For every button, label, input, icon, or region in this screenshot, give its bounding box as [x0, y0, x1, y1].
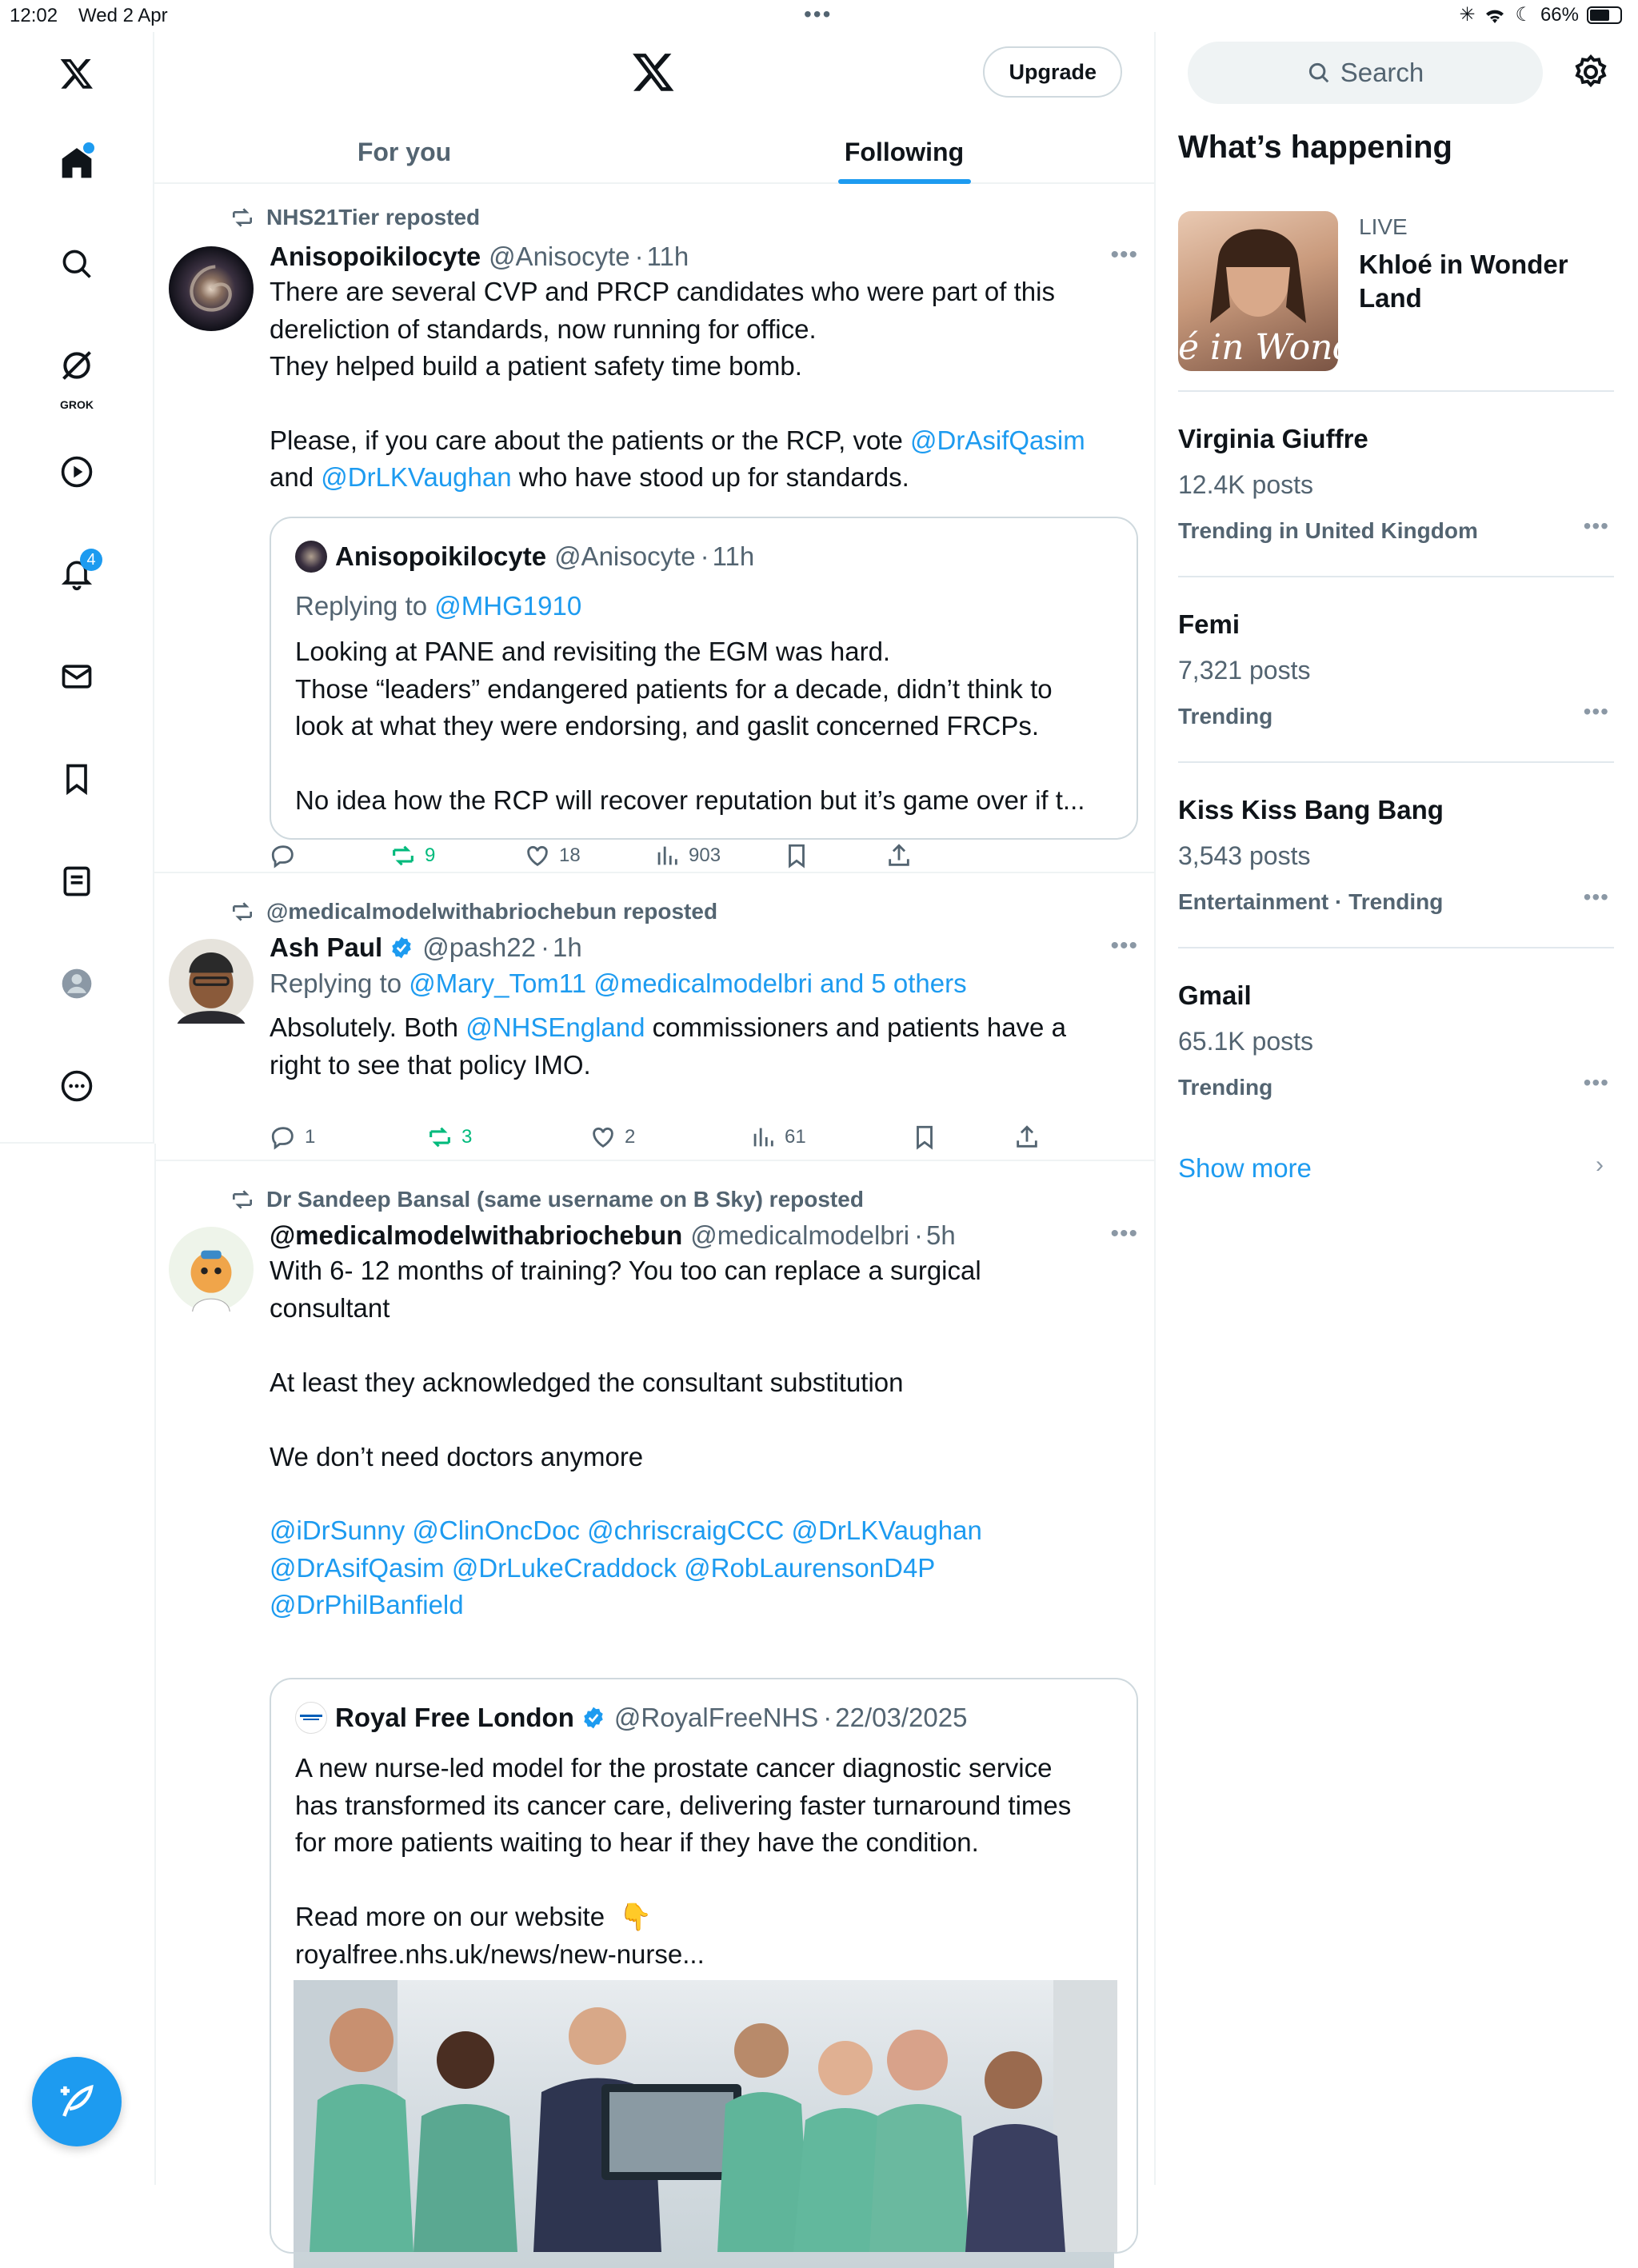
mail-icon	[59, 659, 94, 694]
repost-button[interactable]	[390, 842, 435, 869]
replying-label: Replying to	[270, 968, 410, 998]
view-count: 903	[689, 845, 721, 866]
reply-icon	[270, 1124, 297, 1151]
mention-list[interactable]: @iDrSunny @ClinOncDoc @chriscraigCCC @DrLKVaughan @DrAsifQasim @DrLukeCraddock @RobLaurensonD4P @DrPhilBanfield	[270, 1515, 982, 1619]
repost-context	[230, 205, 480, 230]
show-more-link[interactable]: Show more	[1178, 1153, 1312, 1183]
battery-icon	[1587, 6, 1622, 24]
text-span: Please, if you care about the patients or the RCP, vote	[270, 425, 911, 455]
tweet-body	[270, 242, 1138, 497]
tweet-header	[270, 1220, 1138, 1251]
nav-notifications[interactable]	[45, 542, 109, 606]
views-button[interactable]	[749, 1124, 806, 1151]
tweet-time[interactable]: 1h	[552, 932, 582, 962]
trend-item[interactable]	[1178, 424, 1614, 608]
repost-icon	[230, 1187, 255, 1212]
quote-time: 22/03/2025	[835, 1703, 968, 1732]
text-span: who have stood up for standards.	[511, 462, 909, 492]
quote-time: 11h	[712, 541, 755, 571]
status-time: 12:02	[10, 5, 58, 26]
tweet-text: There are several CVP and PRCP candidates who were part of this dereliction of standards, now running for office. They helped build a patient safety time bomb.	[270, 277, 1055, 381]
grok-icon	[59, 348, 94, 383]
nav-home[interactable]	[45, 131, 109, 195]
multitasking-dots-icon[interactable]: •••	[804, 2, 833, 26]
mention-link[interactable]: @MHG1910	[434, 591, 582, 621]
separator: ·	[634, 242, 644, 271]
mention-link[interactable]: @DrLKVaughan	[321, 462, 512, 492]
bookmark-button[interactable]	[783, 842, 810, 869]
repost-icon	[390, 842, 417, 869]
repost-label: @medicalmodelwithabriochebun reposted	[266, 899, 718, 924]
verified-badge-icon	[581, 1705, 606, 1731]
bookmark-button[interactable]	[911, 1124, 938, 1151]
trend-meta: Entertainment · Trending	[1178, 889, 1444, 914]
repost-context	[230, 1187, 864, 1212]
quote-author-handle: @Anisocyte	[554, 541, 696, 571]
mention-link[interactable]: @Mary_Tom11 @medicalmodelbri and 5 others	[409, 968, 967, 998]
search-input[interactable]	[1188, 42, 1543, 104]
nav-more[interactable]	[45, 1054, 109, 1118]
tab-following[interactable]	[654, 120, 1154, 184]
more-options-icon[interactable]: •••	[1583, 1070, 1609, 1095]
view-count: 61	[785, 1126, 806, 1148]
divider	[1178, 576, 1614, 577]
play-icon	[59, 454, 94, 489]
bookmark-icon	[59, 761, 94, 797]
live-event-title: Khloé in Wonder Land	[1359, 250, 1568, 313]
reply-button[interactable]	[270, 1124, 315, 1151]
avatar-icon	[59, 966, 94, 1001]
wifi-icon	[1483, 6, 1507, 25]
mention-link[interactable]: @NHSEngland	[465, 1012, 645, 1042]
trend-posts: 7,321 posts	[1178, 656, 1311, 685]
repost-button[interactable]	[426, 1124, 472, 1151]
search-icon	[1307, 61, 1331, 85]
live-label: LIVE	[1359, 214, 1408, 239]
compose-button[interactable]	[32, 2057, 122, 2146]
tweet-header	[270, 242, 1138, 272]
search-icon	[59, 246, 94, 282]
gear-icon[interactable]	[1572, 53, 1610, 91]
tweet[interactable]	[154, 176, 1154, 873]
mention-link[interactable]: @DrAsifQasim	[910, 425, 1085, 455]
quoted-tweet[interactable]	[270, 1678, 1138, 2254]
reply-count: 1	[305, 1126, 316, 1148]
avatar[interactable]	[169, 246, 254, 331]
replying-to	[295, 587, 581, 625]
author-name[interactable]: Anisopoikilocyte	[270, 242, 481, 271]
thumbnail-caption: é in Wonder L	[1178, 327, 1428, 368]
trend-posts: 65.1K posts	[1178, 1027, 1313, 1056]
avatar	[295, 541, 327, 573]
trend-item[interactable]	[1178, 795, 1614, 979]
compose-icon	[55, 2080, 98, 2123]
trend-meta: Trending	[1178, 704, 1273, 729]
heart-icon	[589, 1124, 617, 1151]
like-count: 2	[625, 1126, 636, 1148]
repost-icon	[230, 205, 255, 230]
tweet[interactable]	[154, 873, 1154, 1161]
timeline-column	[154, 32, 1156, 2185]
views-icon	[653, 842, 681, 869]
trend-name: Femi	[1178, 609, 1240, 639]
trend-name: Virginia Giuffre	[1178, 424, 1368, 453]
repost-label: Dr Sandeep Bansal (same username on B Sky) reposted	[266, 1187, 864, 1212]
like-button[interactable]	[524, 842, 581, 869]
status-date: Wed 2 Apr	[78, 5, 168, 26]
nav-explore[interactable]	[45, 232, 109, 296]
timeline-header	[154, 32, 1154, 184]
tweet-body	[270, 932, 1138, 1084]
views-button[interactable]	[653, 842, 721, 869]
tweet[interactable]	[154, 1161, 1154, 2201]
separator: ·	[823, 1703, 833, 1732]
status-right	[1459, 3, 1622, 26]
quote-text: A new nurse-led model for the prostate cancer diagnostic service has transformed its cancer care, delivering faster turnaround times for more patients waiting to hear if they have the condition. Read more on our website 👇 royalfree.nhs.uk/news/new-nurse...	[295, 1753, 1072, 1969]
author-handle[interactable]: @medicalmodelbri	[690, 1220, 910, 1250]
separator: ·	[540, 932, 549, 962]
tweet-text-continued	[270, 422, 1138, 497]
grok-label: GROK	[60, 398, 94, 411]
separator: ·	[700, 541, 709, 571]
share-button[interactable]	[885, 842, 913, 869]
more-options-icon[interactable]: •••	[1583, 513, 1609, 538]
separator: ·	[914, 1220, 924, 1250]
avatar[interactable]	[169, 939, 254, 1024]
live-event-card[interactable]	[1178, 211, 1602, 397]
tab-label: For you	[357, 138, 452, 166]
verified-badge-icon	[389, 935, 414, 960]
quote-header	[295, 541, 754, 573]
trend-name: Kiss Kiss Bang Bang	[1178, 795, 1444, 825]
reply-button[interactable]	[270, 842, 305, 869]
battery-percent: 66%	[1540, 3, 1579, 26]
replying-label: Replying to	[295, 591, 435, 621]
upgrade-button[interactable]: Upgrade	[983, 46, 1122, 98]
nav-bookmarks[interactable]	[45, 747, 109, 811]
share-icon	[1013, 1124, 1041, 1151]
x-logo-icon[interactable]	[45, 42, 109, 106]
divider	[1178, 761, 1614, 763]
tab-for-you[interactable]	[154, 120, 654, 184]
like-button[interactable]	[589, 1124, 635, 1151]
more-options-icon[interactable]: •••	[1583, 699, 1609, 724]
author-handle[interactable]: @pash22	[422, 932, 536, 962]
quote-header	[295, 1702, 967, 1734]
divider	[1178, 947, 1614, 948]
heart-icon	[524, 842, 551, 869]
repost-icon	[426, 1124, 453, 1151]
activity-icon: ✳	[1459, 4, 1476, 26]
chevron-right-icon[interactable]: ›	[1596, 1152, 1604, 1178]
search-placeholder: Search	[1340, 58, 1424, 87]
more-options-icon[interactable]: •••	[1110, 242, 1138, 268]
quote-media-photo[interactable]	[294, 1980, 1114, 2268]
quote-author-name: Anisopoikilocyte	[335, 541, 547, 571]
status-bar	[0, 0, 1638, 32]
bookmark-icon	[911, 1124, 938, 1151]
divider	[1178, 390, 1614, 392]
repost-count: 3	[461, 1126, 473, 1148]
text-span: and	[270, 462, 322, 492]
quote-text: Looking at PANE and revisiting the EGM was hard. Those “leaders” endangered patients for a decade, didn’t think to look at what they were endorsing, and gaslit concerned FRCPs. No idea how the RCP will recover reputation but it’s game over if t...	[295, 637, 1085, 815]
right-sidebar	[1156, 32, 1638, 2185]
repost-label: NHS21Tier reposted	[266, 205, 481, 230]
left-nav-rail	[0, 32, 154, 1144]
trend-posts: 12.4K posts	[1178, 470, 1313, 499]
trend-item[interactable]	[1178, 980, 1614, 1164]
moon-icon: ☾	[1515, 4, 1532, 26]
more-options-icon[interactable]: •••	[1110, 1220, 1138, 1247]
quoted-tweet[interactable]	[270, 517, 1138, 840]
nav-profile[interactable]	[45, 952, 109, 1016]
views-icon	[749, 1124, 777, 1151]
whats-happening-title: What’s happening	[1178, 130, 1452, 165]
royal-free-logo-icon	[295, 1702, 327, 1734]
text-span: commissioners and patients have a right to see that policy IMO.	[270, 1012, 1066, 1080]
more-circle-icon	[59, 1068, 94, 1104]
trend-meta: Trending in United Kingdom	[1178, 518, 1478, 543]
repost-context	[230, 899, 717, 924]
avatar[interactable]	[169, 1227, 254, 1312]
tweet-text	[270, 1009, 1138, 1084]
x-logo-icon[interactable]	[631, 50, 676, 94]
home-new-dot	[83, 142, 94, 154]
trend-meta: Trending	[1178, 1075, 1273, 1100]
nav-lists[interactable]	[45, 849, 109, 913]
quote-author-handle: @RoyalFreeNHS	[613, 1703, 819, 1732]
active-tab-indicator	[838, 179, 971, 184]
more-options-icon[interactable]: •••	[1583, 884, 1609, 909]
replying-to	[270, 964, 1138, 1003]
trend-posts: 3,543 posts	[1178, 841, 1311, 870]
nav-video[interactable]	[45, 440, 109, 504]
author-name[interactable]: Ash Paul	[270, 932, 383, 962]
text-span: Absolutely. Both	[270, 1012, 466, 1042]
bookmark-icon	[783, 842, 810, 869]
trend-item[interactable]	[1178, 609, 1614, 793]
like-count: 18	[559, 845, 581, 866]
nav-grok[interactable]	[45, 333, 109, 413]
nav-messages[interactable]	[45, 645, 109, 709]
tweet-time[interactable]: 11h	[646, 242, 689, 271]
repost-count: 9	[425, 845, 436, 866]
repost-icon	[230, 899, 255, 924]
share-button[interactable]	[1013, 1124, 1041, 1151]
more-options-icon[interactable]: •••	[1110, 932, 1138, 959]
share-icon	[885, 842, 913, 869]
trend-name: Gmail	[1178, 980, 1252, 1010]
tab-label: Following	[844, 138, 965, 166]
notification-badge: 4	[80, 549, 102, 571]
quote-author-name: Royal Free London	[335, 1703, 574, 1732]
tweet-text: With 6- 12 months of training? You too can replace a surgical consultant At least they acknowledged the consultant substitution We don’t need doctors anymore	[270, 1256, 981, 1471]
author-name[interactable]: @medicalmodelwithabriochebun	[270, 1220, 683, 1250]
reply-icon	[270, 842, 297, 869]
tweet-time[interactable]: 5h	[926, 1220, 956, 1250]
author-handle[interactable]: @Anisocyte	[489, 242, 630, 271]
tweet-header	[270, 932, 1138, 963]
timeline-tabs	[154, 120, 1154, 184]
tweet-body	[270, 1220, 1138, 1624]
list-icon	[59, 864, 94, 899]
